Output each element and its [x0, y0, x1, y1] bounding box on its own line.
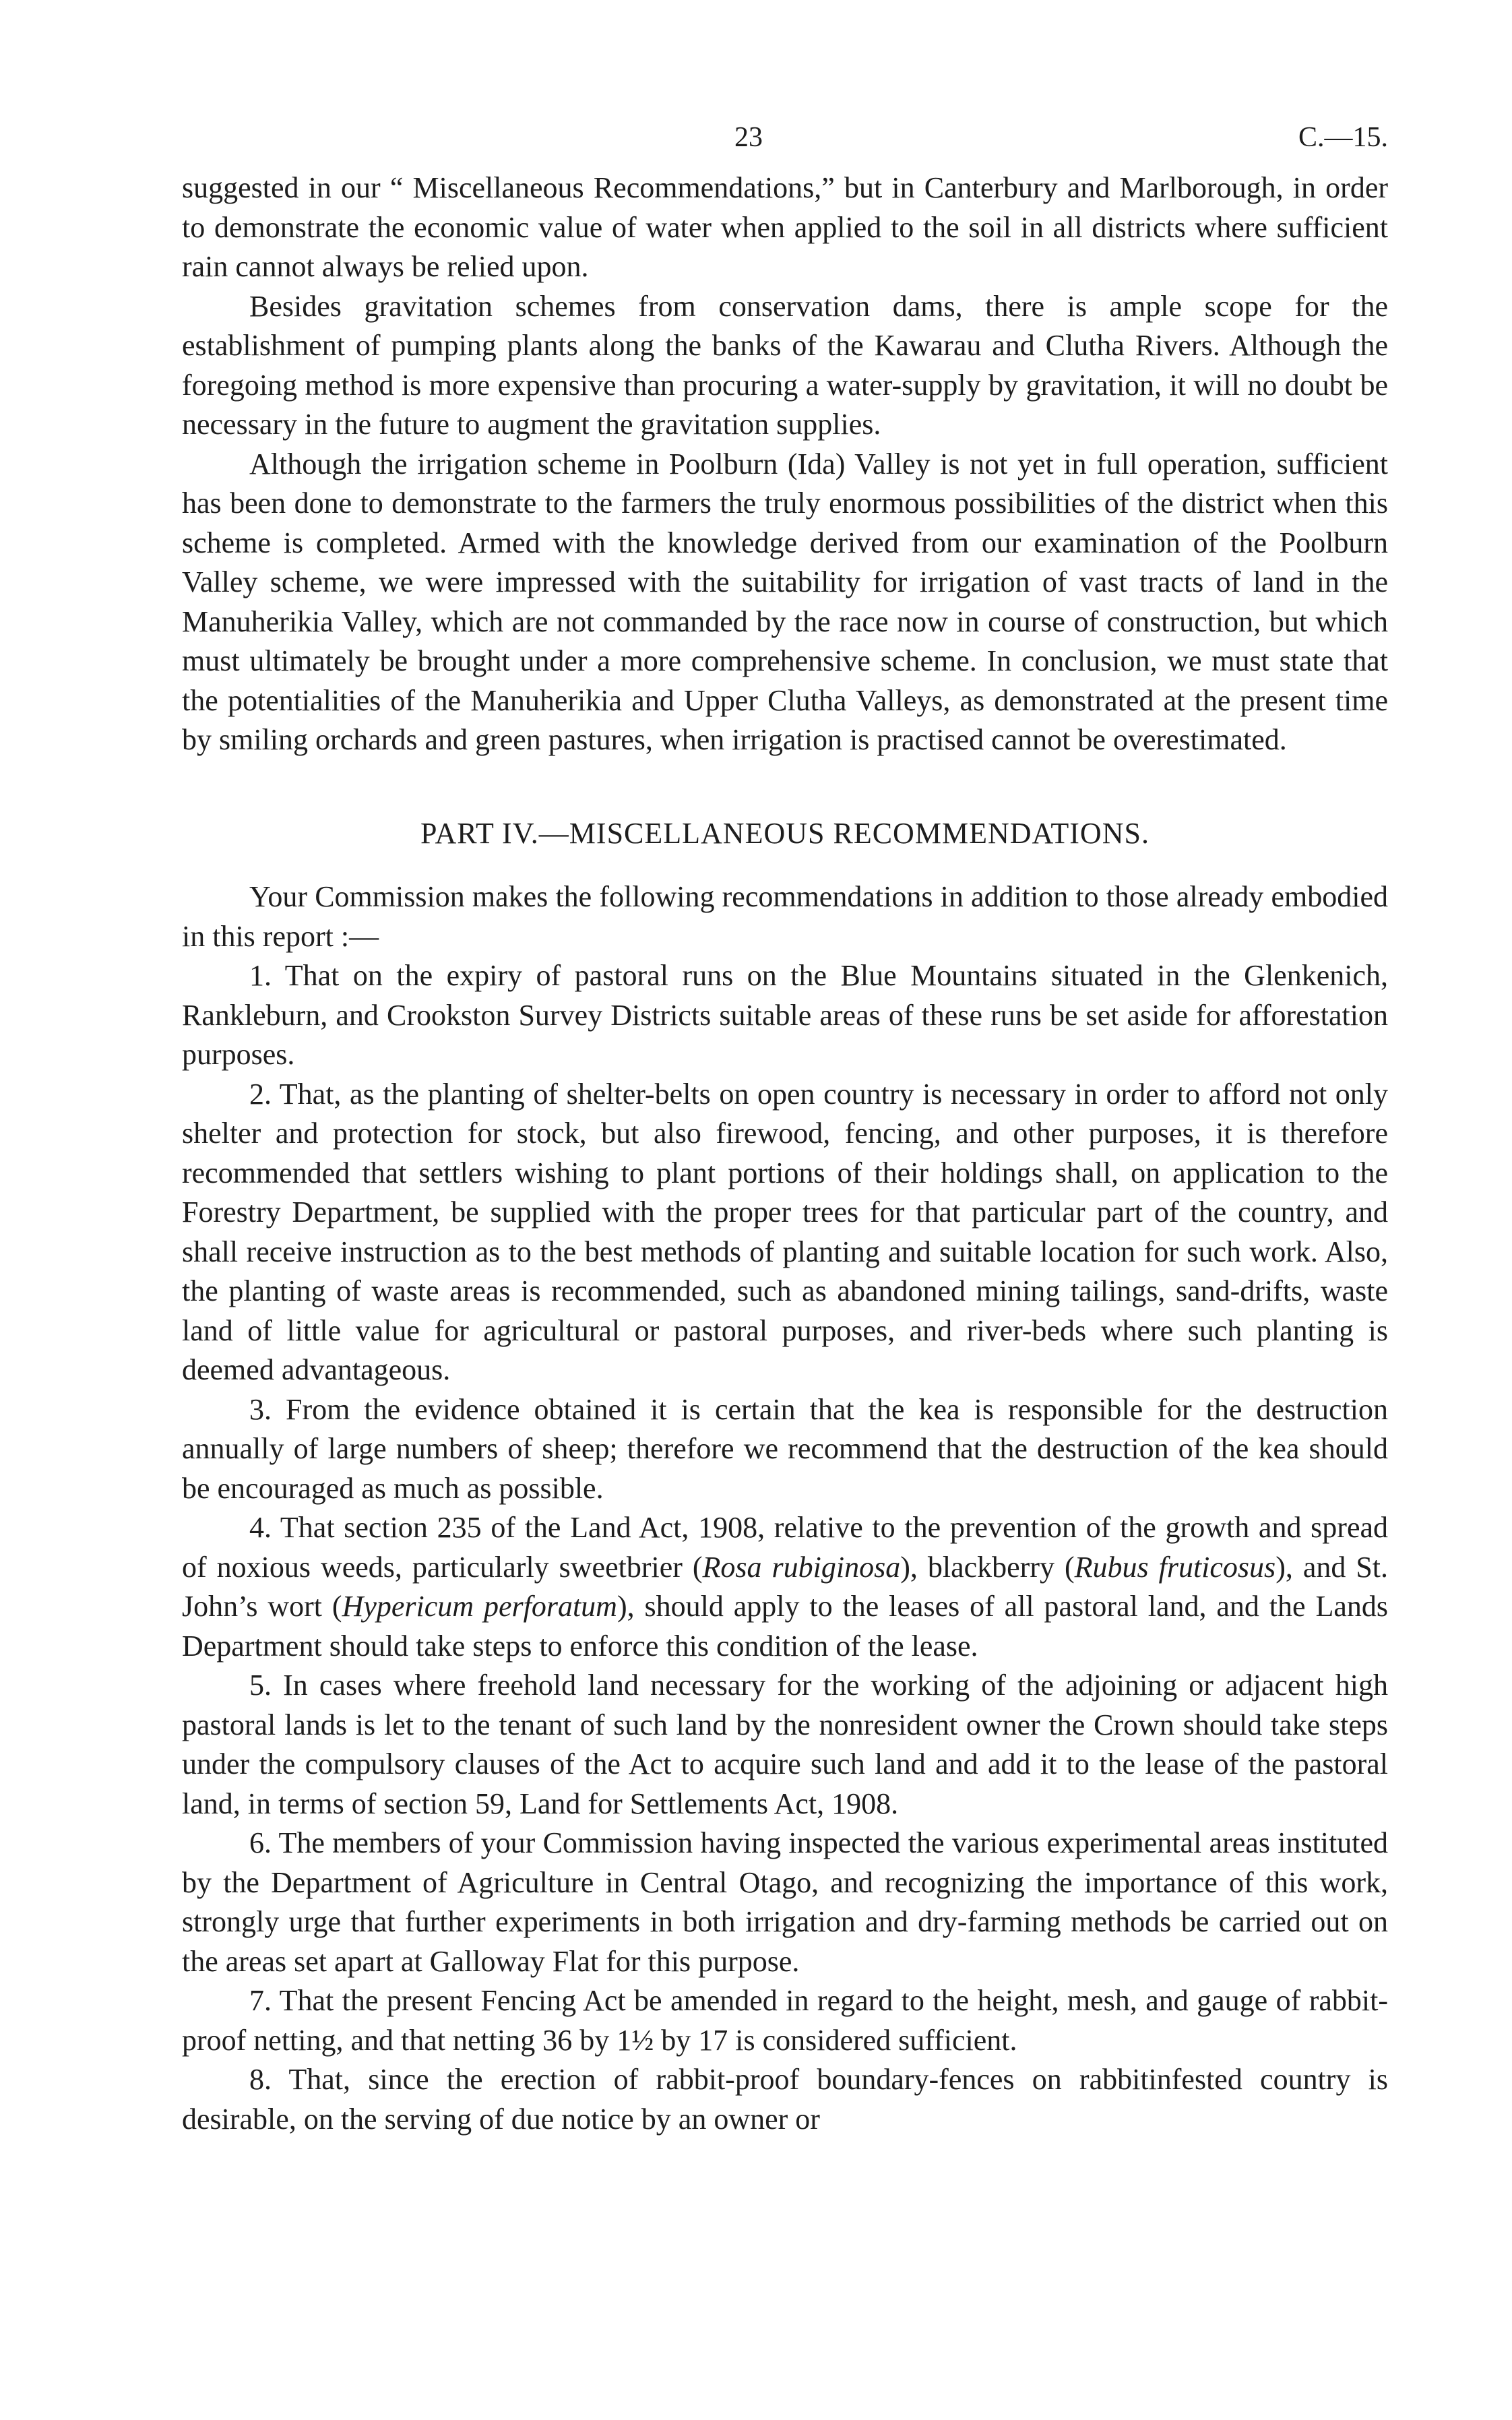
recommendation-item: 8. That, since the erection of rabbit-proof boundary-fences on rabbitinfested country is desirable, on the serving of due notice by an owner or — [182, 2063, 1388, 2136]
document-reference: C.—15. — [1298, 122, 1388, 153]
recommendation-item: 5. In cases where freehold land necessary for the working of the adjoining or adjacent high pastoral lands is let to the tenant of such land by the nonresident owner the Crown should take steps under the compulsory clauses of the Act to acquire such land and add it to the lease of the pastoral land, in terms of section 59, Land for Settlements Act, 1908. — [182, 1669, 1388, 1820]
paragraph-poolburn-scheme: Although the irrigation scheme in Poolburn (Ida) Valley is not yet in full operation, sufficient has been done to demonstrate to the farmers the truly enormous possibilities of the district when this scheme is completed. Armed with the knowledge derived from our examination of the Poolburn Valley scheme, we were impressed with the suitability for irrigation of vast tracts of land in the Manuherikia Valley, which are not commanded by the race now in course of construction, but which must ultimately be brought under a more comprehensive scheme. In conclusion, we must state that the potentialities of the Manuherikia and Upper Clutha Valleys, as demonstrated at the present time by smiling orchards and green pastures, when irrigation is practised cannot be overestimated. — [182, 447, 1388, 756]
rec4-text: ), should apply to the leases of all pastoral land, and the Lands Department should take steps to enforce this condition of the lease. — [182, 1590, 1388, 1663]
page-header — [182, 115, 1388, 168]
recommendation-item: 1. That on the expiry of pastoral runs on the Blue Mountains situated in the Glenkenich, Rankleburn, and Crookston Survey Districts suitable areas of these runs be set aside for afforestation purposes. — [182, 959, 1388, 1071]
paragraph-pumping-plants: Besides gravitation schemes from conservation dams, there is ample scope for the establishment of pumping plants along the banks of the Kawarau and Clutha Rivers. Although the foregoing method is more expensive than procuring a water-supply by gravitation, it will no doubt be necessary in the future to augment the gravitation supplies. — [182, 289, 1388, 441]
rec4-text: 4. That section 235 of the Land Act, 1908, relative to the prevention of the growth and spread of noxious weeds, particularly sweetbrier ( — [182, 1511, 1388, 1584]
section-heading: PART IV.—MISCELLANEOUS RECOMMENDATIONS. — [420, 816, 1149, 850]
recommendation-item: 6. The members of your Commission having inspected the various experimental areas instituted by the Department of Agriculture in Central Otago, and recognizing the importance of this work, strongly urge that further experiments in both irrigation and dry-farming methods be carried out on the areas set apart at Galloway Flat for this purpose. — [182, 1826, 1388, 1978]
species-name: Rosa rubiginosa — [702, 1550, 901, 1584]
recommendations-list — [182, 956, 1388, 2139]
recommendation-item: 2. That, as the planting of shelter-belts on open country is necessary in order to afford not only shelter and protection for stock, but also firewood, fencing, and other purposes, it is therefore recommended that settlers wishing to plant portions of their holdings shall, on application to the Forestry Department, be supplied with the proper trees for that particular part of the country, and shall receive instruction as to the best methods of planting and suitable location for such work. Also, the planting of waste areas is recommended, such as abandoned mining tailings, sand-drifts, waste land of little value for agricultural or pastoral purposes, and river-beds where such planting is deemed advantageous. — [182, 1077, 1388, 1386]
rec4-text: ), blackberry ( — [900, 1550, 1075, 1584]
recommendations-intro: Your Commission makes the following recommendations in addition to those already embodied in this report :— — [182, 880, 1388, 953]
recommendation-item: 3. From the evidence obtained it is certain that the kea is responsible for the destruction annually of large numbers of sheep; therefore we recommend that the destruction of the kea should be encouraged as much as possible. — [182, 1392, 1388, 1505]
document-page — [182, 115, 1388, 2406]
netting-fraction: 1½ — [617, 2023, 654, 2057]
recommendation-item — [182, 1981, 1388, 2060]
rec7-text: by 17 is considered sufficient. — [654, 2023, 1017, 2057]
rec4-text: ), and St. John’s wort ( — [182, 1550, 1389, 1623]
body-text — [182, 168, 1388, 2139]
species-name: Rubus fruticosus — [1074, 1550, 1276, 1584]
species-name: Hypericum perforatum — [342, 1590, 617, 1623]
recommendation-item — [182, 1508, 1388, 1666]
page-number: 23 — [734, 122, 763, 153]
rec7-text: 7. That the present Fencing Act be amended in regard to the height, mesh, and gauge of rabbit-proof netting, and that netting 36 by — [182, 1984, 1388, 2057]
paragraph-continuation: suggested in our “ Miscellaneous Recommendations,” but in Canterbury and Marlborough, in order to demonstrate the economic value of water when applied to the soil in all districts where sufficient rain cannot always be relied upon. — [182, 171, 1388, 283]
